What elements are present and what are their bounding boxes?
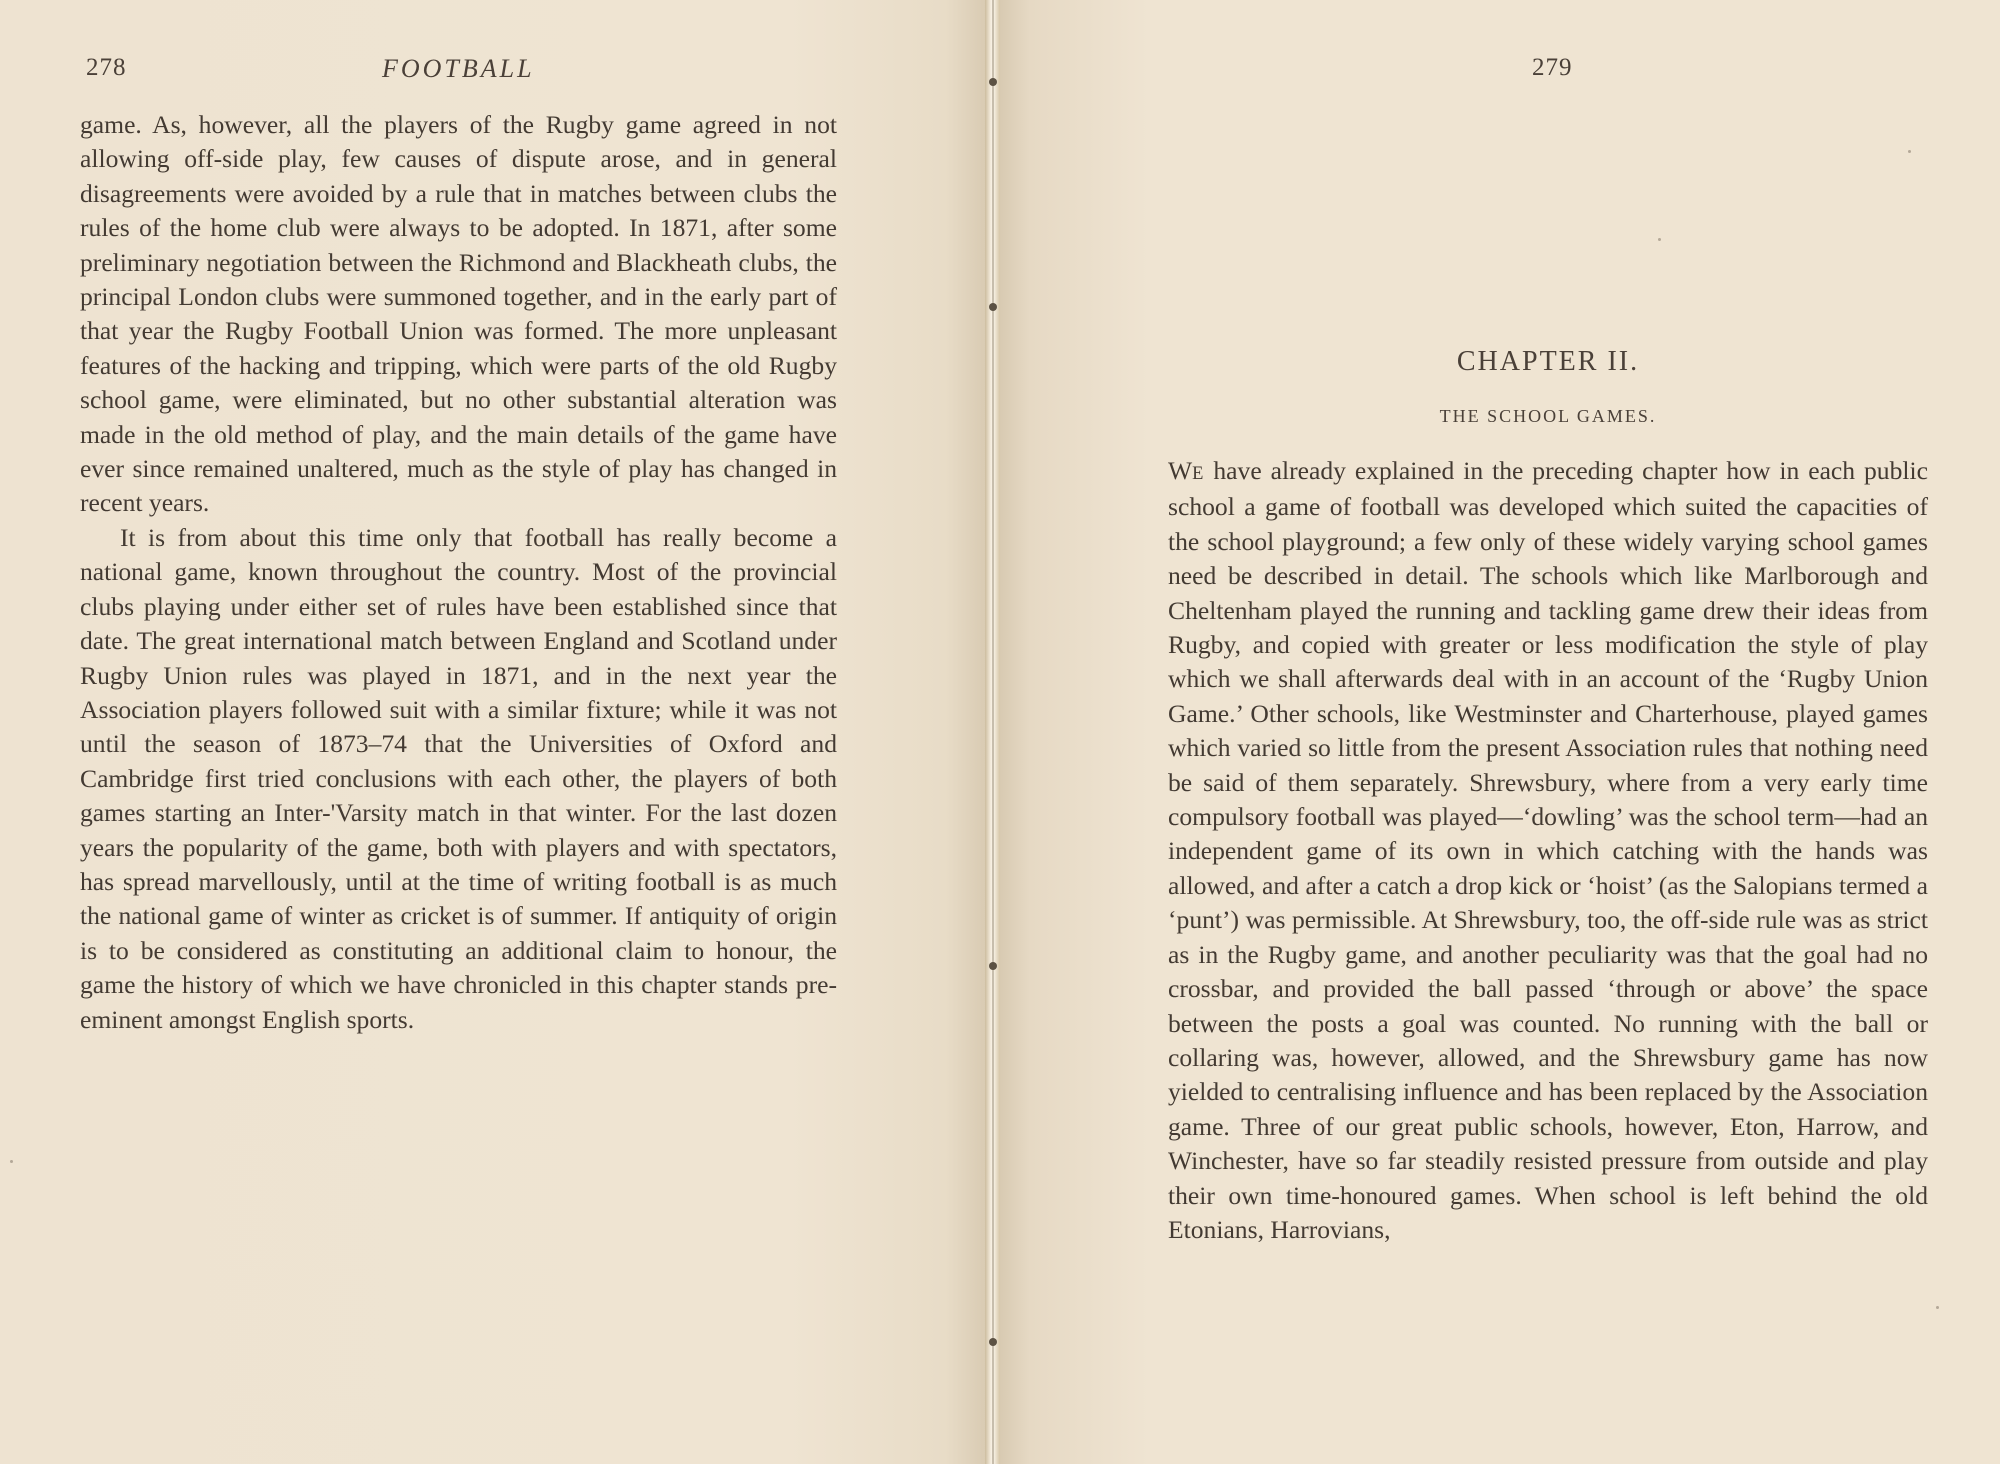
right-paragraph-1: [1168, 454, 1928, 1247]
dropcap-initial: W: [1168, 456, 1193, 485]
running-title: FOOTBALL: [382, 54, 535, 83]
paper-speck: [1658, 238, 1661, 241]
left-page-text: [80, 108, 837, 1037]
chapter-heading: CHAPTER II.: [1456, 346, 1640, 377]
binding-stitch: [989, 962, 997, 970]
chapter-subtitle: THE SCHOOL GAMES.: [1439, 406, 1657, 426]
page-number-right: 279: [1532, 54, 1573, 81]
left-paragraph-1: game. As, however, all the players of the Rugby game agreed in not allowing off-side play, few causes of dispute arose, and in general disagreements were avoided by a rule that in matches between clubs the rules of the home club were always to be adopted. In 1871, after some preliminary negotiation between the Richmond and Blackheath clubs, the principal London clubs were summoned together, and in the early part of that year the Rugby Football Union was formed. The more unpleasant features of the hacking and tripping, which were parts of the old Rugby school game, were eliminated, but no other substantial alteration was made in the old method of play, and the main details of the game have ever since remained unaltered, much as the style of play has changed in recent years.: [80, 110, 837, 518]
dropcap-smallcaps: E: [1192, 463, 1205, 483]
paper-speck: [1908, 150, 1911, 153]
binding-stitch: [989, 1338, 997, 1346]
paper-speck: [10, 1160, 13, 1163]
binding-thread: [992, 0, 994, 1464]
binding-stitch: [989, 303, 997, 311]
right-paragraph-body: have already explained in the preceding chapter how in each public school a game of football was developed which suited the capacities of the school playground; a few only of these widely varying school games need be described in detail. The schools which like Marlborough and Cheltenham played the running and tackling game drew their ideas from Rugby, and copied with greater or less modification the style of play which we shall afterwards deal with in an account of the ‘Rugby Union Game.’ Other schools, like Westminster and Charterhouse, played games which varied so little from the present Association rules that nothing need be said of them separately. Shrewsbury, where from a very early time compulsory football was played—‘dowling’ was the school term—had an independent game of its own in which catching with the hands was allowed, and after a catch a drop kick or ‘hoist’ (as the Salopians termed a ‘punt’) was permissible. At Shrewsbury, too, the off-side rule was as strict as in the Rugby game, and another peculiarity was that the goal had no crossbar, and provided the ball passed ‘through or above’ the space between the posts a goal was counted. No running with the ball or collaring was, however, allowed, and the Shrewsbury game has now yielded to centralising influence and has been replaced by the Association game. Three of our great public schools, however, Eton, Harrow, and Winchester, have so far steadily resisted pressure from outside and play their own time-honoured games. When school is left behind the old Etonians, Harrovians,: [1168, 456, 1928, 1244]
paper-speck: [1936, 1306, 1939, 1309]
left-paragraph-2: It is from about this time only that football has really become a national game, known throughout the country. Most of the provincial clubs playing under either set of rules have been established since that date. The great international match between England and Scotland under Rugby Union rules was played in 1871, and in the next year the Association players followed suit with a similar fixture; while it was not until the season of 1873–74 that the Universities of Oxford and Cambridge first tried conclusions with each other, the players of both games starting an Inter-'Varsity match in that winter. For the last dozen years the popularity of the game, both with players and with spectators, has spread marvellously, until at the time of writing football is as much the national game of winter as cricket is of summer. If antiquity of origin is to be considered as constituting an additional claim to honour, the game the history of which we have chronicled in this chapter stands pre-eminent amongst English sports.: [80, 522, 837, 1034]
page-number-left: 278: [86, 54, 127, 81]
right-page-text: [1168, 454, 1928, 1247]
binding-stitch: [989, 78, 997, 86]
